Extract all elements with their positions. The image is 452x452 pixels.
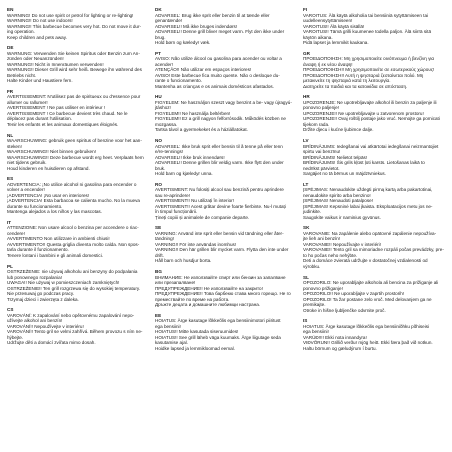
warning-text-line: to ho počas neho nehýbte. <box>303 252 358 258</box>
language-code: SE <box>155 225 162 231</box>
warning-text-line: déplacez pas durant l'utilisation. <box>7 116 72 122</box>
warning-text-line: nenaudokite spirito arba benzino! <box>303 192 371 198</box>
warning-text-line: AVVERTIMENTO!! Questa griglia diventa molto calda. Non spos- <box>7 241 140 247</box>
warning-text-line: VARNING: Använd inte sprit eller bensin vid tändning eller åter- <box>155 230 284 236</box>
warning-text-line: AVERTISSEMENT: N'utilisez pas de spiritueux ou d'essence pour <box>7 94 141 100</box>
warning-text-line: BRĪDINĀJUMS! Nelietot telpās! <box>303 154 368 160</box>
warning-text-line: μετακινείτε τη ψησταριά κατά τη λειτουργία. <box>303 78 391 84</box>
warning-block <box>7 133 150 172</box>
warning-text-line: FIGYELEM: Ne használjon szeszt vagy benzint a be- vagy újragyú- <box>155 99 292 105</box>
language-code: EN <box>7 7 14 12</box>
warning-text-line: UWAGA!! Nie używaj w pomieszczeniach zamkniętych! <box>7 280 120 286</box>
warning-text-line: WAARSCHUWING: gebruik geen spiritus of benzine voor het aan- <box>7 138 142 144</box>
warning-text-line: Betriebs nicht. <box>7 72 37 78</box>
language-code: LV <box>303 138 309 144</box>
warning-text-line: steken! <box>7 143 22 149</box>
warning-text-line: Διατηρείτε τα παιδιά και τα κατοικίδια σε απόσταση. <box>303 83 408 89</box>
warning-text-line: VIÐVÖRUN!! Grillið verður mjög heitt. Ekki færa það við notkun. <box>303 340 433 346</box>
warning-text-line: ADVARSEL!! Ikke bruk innendørs! <box>155 154 225 160</box>
warning-text-line: WARNUNG: Verwenden Sie keinen Spiritus oder Benzin zum An- <box>7 50 140 56</box>
warning-text-line: zünden oder Neuanzünden! <box>7 56 64 62</box>
warning-text-line: bruk. <box>155 165 166 171</box>
warning-text-line: allumer ou rallumer! <box>7 99 48 105</box>
warning-text-line: WARNUNG!! Dieser Grill wird sehr heiß. Bewege ihn während des <box>7 67 142 73</box>
language-code: EE <box>155 312 162 318</box>
warning-text-line: FIGYELEM!! Ez a grill nagyon felforrósodik. Működés közben ne <box>155 116 286 122</box>
warning-text-line: Țineți copiii și animalele de companie departe. <box>155 214 250 220</box>
warning-block <box>303 275 446 314</box>
warning-text-line: VAROVANIE!! Tento gril sa mimoriadne rozpáli počas prevádzky, pre- <box>303 247 444 253</box>
warning-text-line: e/re-tennings! <box>155 149 184 155</box>
warning-text-line: OPOZORILO! Ta žar postane zelo vroč. Med delovanjem ga ne <box>303 296 432 302</box>
warning-block <box>155 138 298 177</box>
warning-text-line: genantænde! <box>155 18 183 23</box>
language-code: ES <box>7 176 14 182</box>
warning-block <box>155 7 298 46</box>
warning-text-line: AVERTISMENT!! Nu utilizați în interior! <box>155 198 234 204</box>
warning-text-line: ADVARSEL!! Denne grillen blir veldig varm. Ikke flytt den under <box>155 160 284 166</box>
language-code: FR <box>7 88 14 94</box>
warning-block <box>303 182 446 221</box>
warning-text-line: tarla durante il funzionamento. <box>7 247 69 253</box>
warning-text-line: Udržujte děti a domácí zvířata mimo dosah. <box>7 340 96 346</box>
warning-text-line: spirtu vai benzīnu! <box>303 149 341 155</box>
warning-text-line: VAROVÁNÍ!! Tento gril se velmi zahřívá. Během provozu s ním ne- <box>7 329 143 335</box>
warning-block <box>155 269 298 308</box>
warning-text-line: ega bensiini! <box>155 323 181 329</box>
warning-block <box>303 225 446 269</box>
warning-text-line: jtáshoz! <box>155 105 171 111</box>
warning-text-line: Saugokite vaikus ir naminius gyvūnus. <box>303 214 381 220</box>
warning-text-line: VAROVÁNÍ!! Nepoužívejte v interiéru! <box>7 323 84 329</box>
warning-block <box>7 176 150 215</box>
warning-text-line: Hoidke lapsed ja lemmikloomad eemal. <box>155 345 235 351</box>
warning-text-line: WARNING!! Do not use indoors! <box>7 18 73 23</box>
language-column <box>7 7 155 452</box>
language-code: IS <box>303 318 308 324</box>
warning-text-line: HOIATUS: Ärge kasutage lõkkeõlis ega bensiinimotori piiritust <box>155 318 281 324</box>
language-code: DK <box>155 7 162 12</box>
warning-text-line: FIGYELEM!! Ne használja beltérben! <box>155 110 231 116</box>
warning-text-line: ПРЕДУПРЕЖДЕНИЕ!! Не използвайте на закрито! <box>155 285 263 291</box>
warning-block <box>7 7 150 40</box>
warning-block <box>303 94 446 133</box>
warning-text-line: kasutamise ajal. <box>155 340 188 346</box>
warning-text-line: hýbejte. <box>7 334 24 340</box>
warning-text-line: Houd kinderen en huisdieren op afstand. <box>7 165 90 171</box>
warning-text-line: ĮSPĖJIMAS: Nenaudokite uždegti pirmą kartą arba pakartotinai, <box>303 187 433 193</box>
warning-text-line: Keep children and pets away. <box>7 34 67 40</box>
warning-block <box>303 7 446 46</box>
warning-block <box>303 138 446 177</box>
warning-text-line: ¡ADVERTENCIA! Esta barbacoa se calienta mucho. No la mueva <box>7 198 140 204</box>
warning-text-line: ADVARSEL!! Denne grill bliver meget varm. Flyt den ikke under <box>155 29 285 34</box>
warning-text-line: Mantenga alejados a los niños y las mascotas. <box>7 209 102 215</box>
warning-block <box>7 220 150 259</box>
warning-text-line: Držite djecu i kućne ljubimce dalje. <box>303 127 374 133</box>
warning-text-line: VARNING!! Den här grillen blir mycket varm. Flytta den inte under <box>155 247 289 253</box>
language-code: PL <box>7 263 13 269</box>
warning-block <box>155 51 298 90</box>
warning-text-line: AVERTISSEMENT ! Ce barbecue devient très chaud. Ne le <box>7 110 128 116</box>
language-code: IT <box>7 219 12 225</box>
warning-text-line: Pidä lapset ja lemmikit kaukana. <box>303 40 369 45</box>
warning-text-line: cendere! <box>7 230 25 236</box>
warning-block <box>7 264 150 303</box>
warning-text-line: UPOZORENJE!! Ne upotrebljavajte u zatvorenom prostoru! <box>303 110 424 116</box>
language-code: RO <box>155 181 162 187</box>
warning-text-line: Tenere lontani i bambini e gli animali domestici. <box>7 252 104 258</box>
warning-text-line: премествайте по време на работа. <box>155 296 230 302</box>
warning-text-line: tändning! <box>155 236 174 242</box>
language-code: BG <box>155 269 162 275</box>
warning-text-line: ega bensiini! <box>303 329 329 335</box>
warning-text-line: AVERTISSEMENT ! Ne pas utiliser en intérieur ! <box>7 105 106 111</box>
warning-text-line: Hold børn og kæledyr væk. <box>155 40 211 45</box>
warning-text-line: ĮSPĖJIMAS! Nenaudoti patalpose! <box>303 198 373 204</box>
warning-text-line: OSTRZEŻENIE!! Ten grill rozgrzewa się do wysokiej temperatury. <box>7 285 141 291</box>
warning-text-line: judinkite. <box>303 209 322 215</box>
language-code: DE <box>7 45 14 51</box>
warning-text-line: ATTENZIONE: Non usare alcool o benzina per accendere o riac- <box>7 225 139 231</box>
warning-text-line: mozgassa. <box>155 121 178 127</box>
warning-text-line: Tartsa távol a gyermekeket és a háziállatokat. <box>155 127 248 133</box>
warning-block <box>303 318 446 351</box>
warning-text-line: ¡ADVERTENCIA! ¡No usar en interiores! <box>7 192 90 198</box>
warning-text-line: užívejte alkohol ani benzín! <box>7 318 63 324</box>
warning-text-line: VAROVÁNÍ: K zapalování nebo opětovnému zapalování nepo- <box>7 312 135 318</box>
warning-text-line: Дръжте децата и домашните любимци настрана. <box>155 302 261 308</box>
warning-text-line: ADVERTENCIA: ¡No utilice alcohol ni gasolina para encender o <box>7 181 137 187</box>
language-code: NO <box>155 138 162 144</box>
warning-text-line: BRĪDINĀJUMS! Šis grils kļūst ļoti karsts. Lietošanas laikā to <box>303 160 425 166</box>
warning-text-line: ΠΡΟΕΙΔΟΠΟΙΗΣΗ!! Μη χρησιμοποιείτε σε εσωτερικούς χώρους! <box>303 67 435 73</box>
warning-text-line: WAARSCHUWING!! Niet binnen gebruiken! <box>7 149 96 155</box>
warning-text-line: durante su funcionamiento. <box>7 203 63 209</box>
warning-text-line: nedrīkst pārvietot. <box>303 165 340 171</box>
warning-text-line: drift. <box>155 252 164 258</box>
warning-text-line: Tenir les enfants et les animaux domestiques éloignés. <box>7 121 119 127</box>
warning-text-line: ADVARSEL: Brug ikke sprit eller benzin til at tænde eller <box>155 12 270 18</box>
language-code: GR <box>303 50 310 56</box>
warning-text-line: VAROVANIE: Na zapálenie alebo opätovné zapálenie nepoužíva- <box>303 230 437 236</box>
warning-text-line: Håll barn och husdjur borta. <box>155 258 212 264</box>
warning-text-line: UPOZORENJE: Ne upotrebljavajte alkohol ili benzin za paljenje ili <box>303 99 437 105</box>
warning-text-line: výrobku. <box>303 263 321 269</box>
warning-text-line: käytön aikana. <box>303 34 333 40</box>
warning-text-line: ADVARSEL!! Må ikke bruges indendørs! <box>155 23 238 29</box>
warning-text-line: ponovno prižiganje! <box>303 285 343 291</box>
language-code: HR <box>303 94 310 100</box>
warning-text-line: Halte Kinder und Haustiere fern. <box>7 78 73 84</box>
language-code: LT <box>303 181 309 187</box>
warning-text-line: HOIATUS!! Mitte kasutada siseruumides! <box>155 329 239 335</box>
warning-text-line: AVISO! Este barbecue fica muito quente. Não o desloque du- <box>155 72 280 78</box>
warning-text-line: HOIATUS: Ärge kasutage lõkkeõlis ega bensiiniõhku põhiseisi <box>303 323 430 329</box>
warning-text-line: Mantenha as crianças e os animais domésticos afastados. <box>155 83 274 89</box>
language-column <box>303 7 446 452</box>
warning-text-line: lub ponownego rozpalania! <box>7 274 62 280</box>
warning-text-line: WAARSCHUWING!! Deze barbecue wordt erg heet. Verplaats hem <box>7 154 144 160</box>
warning-text-line: WARNUNG!! Nicht in Innenräumen verwenden! <box>7 61 104 67</box>
warning-text-line: jte lieh ani benzín! <box>303 236 341 242</box>
warning-text-line: VARNING!! För inte användas inomhus! <box>155 241 237 247</box>
warning-text-line: Trzymaj dzieci i zwierzęta z daleka. <box>7 296 79 302</box>
warning-text-line: Otroke in hišne ljubljenčke odvrnite proč. <box>303 307 386 313</box>
warning-text-line: ATENÇÃO!! Não utilizar em espaços interiores! <box>155 67 252 73</box>
warning-text-line: Deti a domáce zvieratá udržujte v dostatočnej vzdialenosti od <box>303 258 428 264</box>
warning-text-line: WARNING!! This barbecue becomes very hot. Do not move it dur- <box>7 23 142 29</box>
warning-block <box>155 313 298 352</box>
language-column <box>155 7 303 452</box>
language-code: HU <box>155 94 162 100</box>
warning-text-line: AVISO: Não utilize álcool ou gasolina para acender ou voltar a <box>155 56 282 62</box>
warning-text-line: UPOZORENJE!! Ovaj roštilj postaje jako vruć. Nemojte ga pomicati <box>303 116 440 122</box>
warning-text-line: WARNING! Do not use spirit or petrol for lighting or re-lighting! <box>7 12 134 18</box>
warning-text-line: OPOZORILO: Ne uporabljajte alkohola ali bencina za prižiganje ali <box>303 280 439 286</box>
warning-text-line: VAROITUS!! Älä käytä sisällä! <box>303 23 365 29</box>
warning-text-line: OPOZORILO!! Ne uporabljajte v zaprtih prostorih! <box>303 291 405 297</box>
warning-text-line: HOIATUS!! See grill läheb väga kuumaks. Ärge liigutage seda <box>155 334 281 340</box>
warning-text-line: brug. <box>155 34 166 40</box>
warning-text-line: AVVERTIMENTO Non utilizzare in ambienti chiusi! <box>7 236 110 242</box>
warning-text-line: acender! <box>155 61 173 67</box>
warning-text-line: VAROITUS!! Tämä grilli kuumenee todella paljon. Älä siirrä sitä <box>303 29 431 34</box>
warning-text-line: ing operation. <box>7 29 35 34</box>
warning-block <box>7 307 150 346</box>
warning-text-line: premikajte. <box>303 302 326 308</box>
warning-block <box>155 225 298 264</box>
language-code: SL <box>303 274 309 280</box>
warning-text-line: ĮSPĖJIMAS! Kepsninė labai įkaista. Eksploatacijos metu jos ne- <box>303 203 433 209</box>
warning-text-line: AVERTISMENT: Nu folosiți alcool sau benzină pentru aprindere <box>155 187 284 193</box>
language-code: SK <box>303 225 310 231</box>
warning-text-line: Haltu börnum og gæludýrum í burtu. <box>303 345 377 351</box>
warning-text-line: ΠΡΟΕΙΔΟΠΟΙΗΣΗ!! Αυτή η ψησταριά ζεσταίνεται πολύ. Μη <box>303 72 424 78</box>
warning-text-line: rante o funcionamento. <box>155 78 202 84</box>
warning-text-line: Hold barn og kjæledyr unna. <box>155 171 213 177</box>
warning-text-line: tijekom rada. <box>303 121 330 127</box>
language-code: PT <box>155 50 161 56</box>
warning-block <box>155 182 298 221</box>
warning-text-line: VARÚÐ!!!! Ekki nota innandyra! <box>303 334 367 340</box>
language-code: CS <box>7 307 14 313</box>
warning-text-line: άναψη ή εκ νέου άναψη! <box>303 61 353 67</box>
warning-text-line: sau re-aprindere! <box>155 192 190 198</box>
warning-text-line: ΠΡΟΕΙΔΟΠΟΙΗΣΗ: Μη χρησιμοποιείτε οινόπνευμα ή βενζίνη για <box>303 56 435 62</box>
warning-text-line: или презапалване! <box>155 280 196 286</box>
warning-text-line: ADVARSEL: Ikke bruk sprit eller bensin til å tenne på eller tenn <box>155 143 283 149</box>
warning-block <box>7 45 150 84</box>
language-code: FI <box>303 7 308 12</box>
warning-text-line: ВНИМАНИЕ: Не използвайте спирт или бензин за запалване <box>155 274 286 280</box>
warning-text-line: în timpul funcționării. <box>155 209 198 215</box>
warning-block <box>7 89 150 128</box>
warning-text-line: Sargājiet no tā bērnus un mājdzīvniekus. <box>303 171 386 177</box>
warning-block <box>155 94 298 133</box>
warning-text-line: volver a encender! <box>7 187 45 193</box>
warning-text-line: ПРЕДУПРЕЖДЕНИЕ!! Това барбекю става много горещо. Не го <box>155 291 291 297</box>
warning-block <box>303 51 446 90</box>
warning-text-line: niet tijdens gebruik. <box>7 160 47 166</box>
warning-text-line: ponovno paljenje! <box>303 105 340 111</box>
warning-text-line: VAROITUS: Älä käytä alkoholia tai bensiiniä sytyttämiseen tai <box>303 12 429 18</box>
warning-text-line: BRĪDINĀJUMS: Iedegšanai vai atkārtotai iedegšanai neizmantojiet <box>303 143 439 149</box>
warning-text-line: Nie przesuwaj go podczas pracy. <box>7 291 75 297</box>
warning-text-line: VAROVANIE!! Nepoužívajte v interiéri! <box>303 241 381 247</box>
warning-text-line: OSTRZEŻENIE: nie używaj alkoholu ani benzyny do podpalania <box>7 269 138 275</box>
language-code: NL <box>7 132 14 138</box>
warning-text-line: AVERTISMENT!! Acest grătar devine foarte fierbinte. Nu-l mutați <box>155 203 286 209</box>
language-columns <box>7 7 446 452</box>
warning-text-line: uudelleensytyttämiseen! <box>303 18 353 23</box>
